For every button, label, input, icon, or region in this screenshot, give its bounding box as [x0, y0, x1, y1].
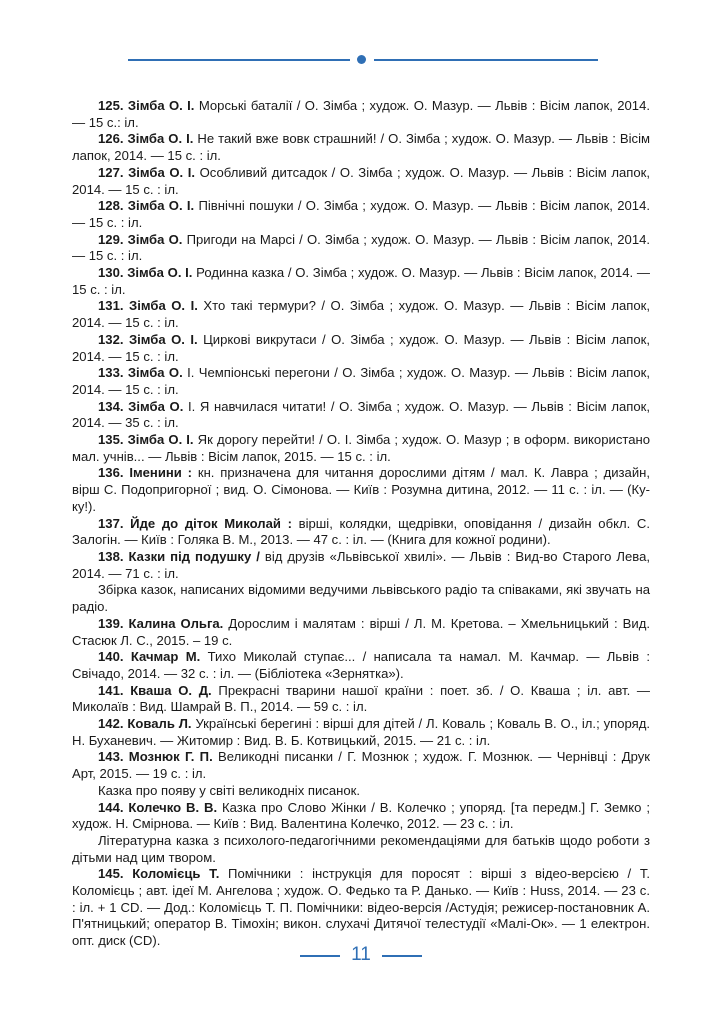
bibliography-entry — [72, 298, 650, 331]
entry-author: Казки під подушку / — [128, 548, 260, 564]
entry-number: 130. — [98, 265, 124, 281]
entry-number: 126. — [98, 131, 124, 147]
entry-number: 139. — [98, 615, 124, 631]
bibliography-entry — [72, 131, 650, 164]
bibliography-entry — [72, 432, 650, 465]
entry-author: Колечко В. В. — [128, 799, 218, 815]
bibliography-entry — [72, 399, 650, 432]
entry-description: Великодні писанки / Г. Мознюк ; худож. Г. Мознюк. — Чернівці : Друк Арт, 2015. — 19 с. : іл. — [72, 749, 650, 782]
entry-author: Зімба О. І. — [127, 432, 194, 448]
entry-number: 132. — [98, 331, 124, 347]
entry-description: Пригоди на Марсі / О. Зімба ; худож. О. Мазур. — Львів : Вісім лапок, 2014. — 15 с. : іл. — [72, 231, 651, 264]
header-ornament — [128, 58, 598, 62]
entry-description: Прекрасні тварини нашої країни : поет. зб. / О. Кваша ; іл. авт. — Миколаїв : Вид. Шамрай В. П., 2014. — 59 с. : іл. — [72, 682, 651, 715]
entry-author: Зімба О. І. — [128, 331, 198, 347]
bibliography-entry — [72, 332, 650, 365]
entry-description: вірші, колядки, щедрівки, оповідання / дизайн обкл. С. Залогін. — Київ : Голяка В. М., 2013. — 47 с. : іл. — (Книга для кожної родини). — [72, 515, 651, 548]
entry-number: 136. — [98, 465, 124, 481]
bibliography-entry — [72, 749, 650, 782]
entry-number: 142. — [98, 716, 124, 732]
entry-author: Зімба О. І. — [127, 131, 194, 147]
entry-description: Помічники : інструкція для поросят : вірші з відео-версією / Т. Коломієць ; авт. ідеї М. Ангелова ; худож. О. Федько та Р. Данько. — Київ : Huss, 2014. — 23 с. : іл. + 1 CD. — Дод.: Коломієць Т. П. Помічники: відео-версія /Астудія; режисер-постановник А. П'ятницький; оператор В. Тімохін; викон. слухачі Дитячої телестудії «Малі-Ок». — 1 електрон. опт. диск (CD). — [72, 866, 650, 949]
entry-number: 137. — [98, 515, 124, 531]
entry-author: Зімба О. — [127, 365, 183, 381]
entry-annotation: Збірка казок, написаних відомими ведучими львівського радіо та співаками, які звучать на радіо. — [72, 582, 650, 615]
bibliography-list — [72, 98, 650, 950]
entry-annotation: Казка про появу у світі великодніх писанок. — [98, 782, 361, 798]
entry-author: Зімба О. І. — [127, 198, 195, 214]
bibliography-entry — [72, 365, 650, 398]
entry-description: Українські берегині : вірші для дітей / Л. Коваль ; Коваль В. О., іл.; упоряд. Н. Буханевич. — Житомир : Вид. В. Б. Котвицький, 2015. — 21 с. : іл. — [72, 716, 651, 748]
entry-number: 131. — [98, 298, 124, 314]
header-rule-left — [128, 59, 350, 61]
entry-number: 133. — [98, 365, 124, 381]
bibliography-entry — [72, 198, 650, 231]
bibliography-entry — [72, 165, 650, 198]
bibliography-entry — [72, 516, 650, 549]
entry-number: 125. — [98, 98, 124, 113]
entry-author: Кваша О. Д. — [130, 682, 212, 698]
entry-description: Як дорогу перейти! / О. І. Зімба ; худож. О. Мазур ; в оформ. використано мал. учнів... — Львів : Вісім лапок, 2015. — 15 с. : іл. — [72, 432, 651, 464]
entry-description: кн. призначена для читання дорослими дітям / мал. К. Лавра ; дизайн, вірш С. Подопригорної ; вид. О. Сімонова. — Київ : Розумна дитина, 2012. — 11 с. : іл. — (Ку-ку!). — [72, 465, 651, 514]
entry-author: Зімба О. І. — [127, 265, 193, 281]
entry-number: 144. — [98, 799, 124, 815]
entry-description: Не такий вже вовк страшний! / О. Зімба ; худож. О. Мазур. — Львів : Вісім лапок, 2014. — 15 с. : іл. — [72, 131, 651, 164]
entry-number: 134. — [98, 398, 124, 414]
entry-author: Коваль Л. — [127, 716, 192, 732]
header-dot — [357, 55, 366, 64]
bibliography-entry — [72, 800, 650, 833]
entry-description: І. Чемпіонські перегони / О. Зімба ; худож. О. Мазур. — Львів : Вісім лапок, 2014. — 15 с. : іл. — [72, 365, 651, 397]
bibliography-entry — [72, 649, 650, 682]
entry-description: Родинна казка / О. Зімба ; худож. О. Мазур. — Львів : Вісім лапок, 2014. — 15 с. : іл. — [72, 265, 651, 297]
bibliography-entry — [72, 866, 650, 950]
entry-description: від друзів «Львівської хвилі». — Львів : Вид-во Старого Лева, 2014. — 71 с. : іл. — [72, 548, 651, 581]
entry-number: 135. — [98, 432, 124, 448]
entry-author: Зімба О. І. — [127, 98, 195, 113]
entry-description: Морські баталії / О. Зімба ; худож. О. Мазур. — Львів : Вісім лапок, 2014. — 15 с.: іл. — [72, 98, 651, 130]
footer-rule-left — [300, 955, 340, 957]
bibliography-entry — [72, 232, 650, 265]
entry-annotation: Літературна казка з психолого-педагогічними рекомендаціями для батьків щодо роботи з дітьми над цим твором. — [72, 832, 650, 865]
entry-description: Дорослим і малятам : вірші / Л. М. Кретова. – Хмельницький : Вид. Стасюк Л. С., 2015. – 19 с. — [72, 615, 651, 648]
page-footer — [0, 944, 722, 968]
page-number: 11 — [351, 944, 371, 965]
entry-number: 128. — [98, 198, 124, 214]
entry-author: Зімба О. — [128, 398, 184, 414]
bibliography-entry — [72, 716, 650, 749]
entry-author: Зімба О. І. — [128, 164, 196, 180]
entry-number: 138. — [98, 548, 124, 564]
entry-description: Хто такі термури? / О. Зімба ; худож. О. Мазур. — Львів : Вісім лапок, 2014. — 15 с. : іл. — [72, 298, 651, 331]
bibliography-entry — [72, 98, 650, 131]
entry-number: 145. — [98, 866, 124, 882]
entry-author: Зімба О. І. — [129, 298, 198, 314]
entry-author: Качмар М. — [130, 649, 201, 665]
entry-author: Калина Ольга. — [128, 615, 224, 631]
entry-number: 129. — [98, 231, 124, 247]
entry-number: 141. — [98, 682, 124, 698]
bibliography-entry — [72, 549, 650, 582]
entry-author: Мознюк Г. П. — [128, 749, 213, 765]
footer-rule-right — [382, 955, 422, 957]
bibliography-entry — [72, 265, 650, 298]
entry-number: 140. — [98, 649, 124, 665]
bibliography-entry — [72, 465, 650, 515]
entry-description: І. Я навчилася читати! / О. Зімба ; худож. О. Мазур. — Львів : Вісім лапок, 2014. — 35 с. : іл. — [72, 398, 650, 431]
entry-description: Північні пошуки / О. Зімба ; худож. О. Мазур. — Львів : Вісім лапок, 2014. — 15 с. : іл. — [72, 198, 650, 230]
entry-description: Особливий дитсадок / О. Зімба ; худож. О. Мазур. — Львів : Вісім лапок, 2014. — 15 с. : іл. — [72, 164, 650, 197]
entry-author: Зімба О. — [127, 231, 183, 247]
entry-author: Коломієць Т. — [132, 866, 220, 882]
bibliography-entry — [72, 683, 650, 716]
entry-number: 127. — [98, 164, 124, 180]
entry-description: Циркові викрутаси / О. Зімба ; худож. О. Мазур. — Львів : Вісім лапок, 2014. — 15 с. : іл. — [72, 331, 650, 364]
header-rule-right — [374, 59, 598, 61]
entry-author: Йде до діток Миколай : — [130, 515, 292, 531]
entry-description: Казка про Слово Жінки / В. Колечко ; упоряд. [та передм.] Г. Земко ; худож. Н. Смірнова. — Київ : Вид. Валентина Колечко, 2012. — 23 с. : іл. — [72, 799, 651, 832]
entry-description: Тихо Миколай ступає... / написала та намал. М. Качмар. — Львів : Свічадо, 2014. — 32 с. : іл. — (Бібліотека «Зернятка»). — [72, 649, 651, 681]
bibliography-entry — [72, 616, 650, 649]
entry-number: 143. — [98, 749, 124, 765]
entry-author: Іменини : — [129, 465, 193, 481]
